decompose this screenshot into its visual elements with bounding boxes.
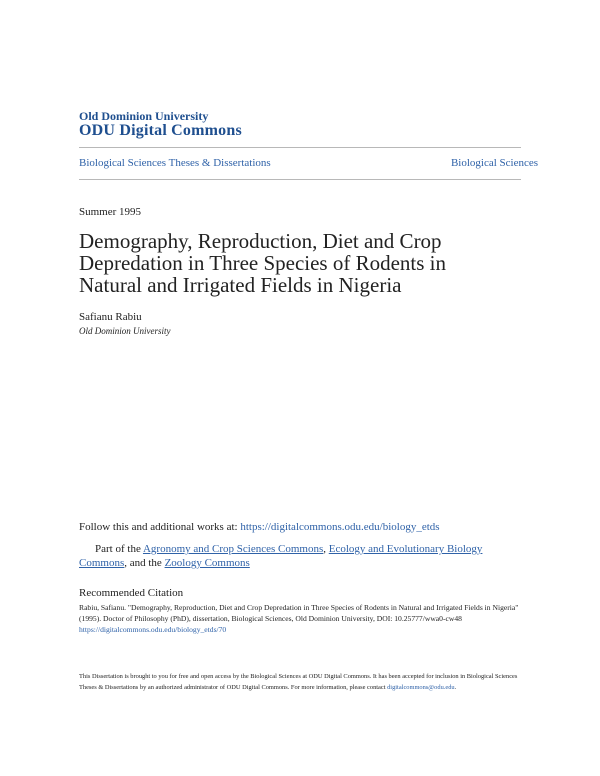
access-notice bbox=[79, 671, 521, 693]
bottom-divider bbox=[79, 179, 521, 180]
repository-name[interactable]: ODU Digital Commons bbox=[79, 122, 242, 139]
publication-date: Summer 1995 bbox=[79, 206, 142, 218]
citation-block bbox=[79, 602, 521, 635]
part-of-separator: , and the bbox=[124, 557, 165, 569]
notice-end: . bbox=[454, 684, 457, 691]
collection-link[interactable]: Biological Sciences Theses & Dissertations bbox=[79, 157, 271, 169]
department-link[interactable]: Biological Sciences bbox=[450, 157, 538, 169]
citation-url-link[interactable]: https://digitalcommons.odu.edu/biology_etds/70 bbox=[79, 625, 227, 634]
paper-title: Demography, Reproduction, Diet and Crop Depredation in Three Species of Rodents in Natural and Irrigated Fields in Nigeria bbox=[79, 229, 447, 297]
part-of-line bbox=[79, 542, 499, 570]
part-of-prefix: Part of the bbox=[95, 543, 143, 555]
contact-email-link[interactable]: digitalcommons@odu.edu bbox=[387, 684, 455, 691]
notice-text: This Dissertation is brought to you for free and open access by the Biological Sciences at ODU Digital Commons. It has been accepted for inclusion in Biological Sciences Theses & Dissertations by an authorized administrator of ODU Digital Commons. For more information, please contact bbox=[79, 673, 518, 691]
top-divider bbox=[79, 147, 521, 148]
follow-line bbox=[79, 521, 440, 533]
follow-url-link[interactable]: https://digitalcommons.odu.edu/biology_etds bbox=[240, 521, 440, 533]
follow-label: Follow this and additional works at: bbox=[79, 521, 241, 533]
citation-text: Rabiu, Safianu. "Demography, Reproduction, Diet and Crop Depredation in Three Species of Rodents in Natural and Irrigated Fields in Nigeria" (1995). Doctor of Philosophy (PhD), dissertation, Biological Sciences, Old Dominion University, DOI: 10.25777/wwa0-cw48 bbox=[79, 603, 519, 623]
author-name: Safianu Rabiu bbox=[79, 311, 142, 323]
zoology-commons-link[interactable]: Zoology Commons bbox=[164, 557, 250, 569]
part-of-separator: , bbox=[323, 543, 329, 555]
author-affiliation: Old Dominion University bbox=[79, 326, 171, 336]
citation-heading: Recommended Citation bbox=[79, 587, 184, 599]
agronomy-commons-link[interactable]: Agronomy and Crop Sciences Commons bbox=[142, 543, 324, 555]
ecology-commons-link[interactable]: Ecology and Evolutionary Biology Commons bbox=[79, 543, 483, 569]
institution-name: Old Dominion University bbox=[79, 109, 209, 123]
